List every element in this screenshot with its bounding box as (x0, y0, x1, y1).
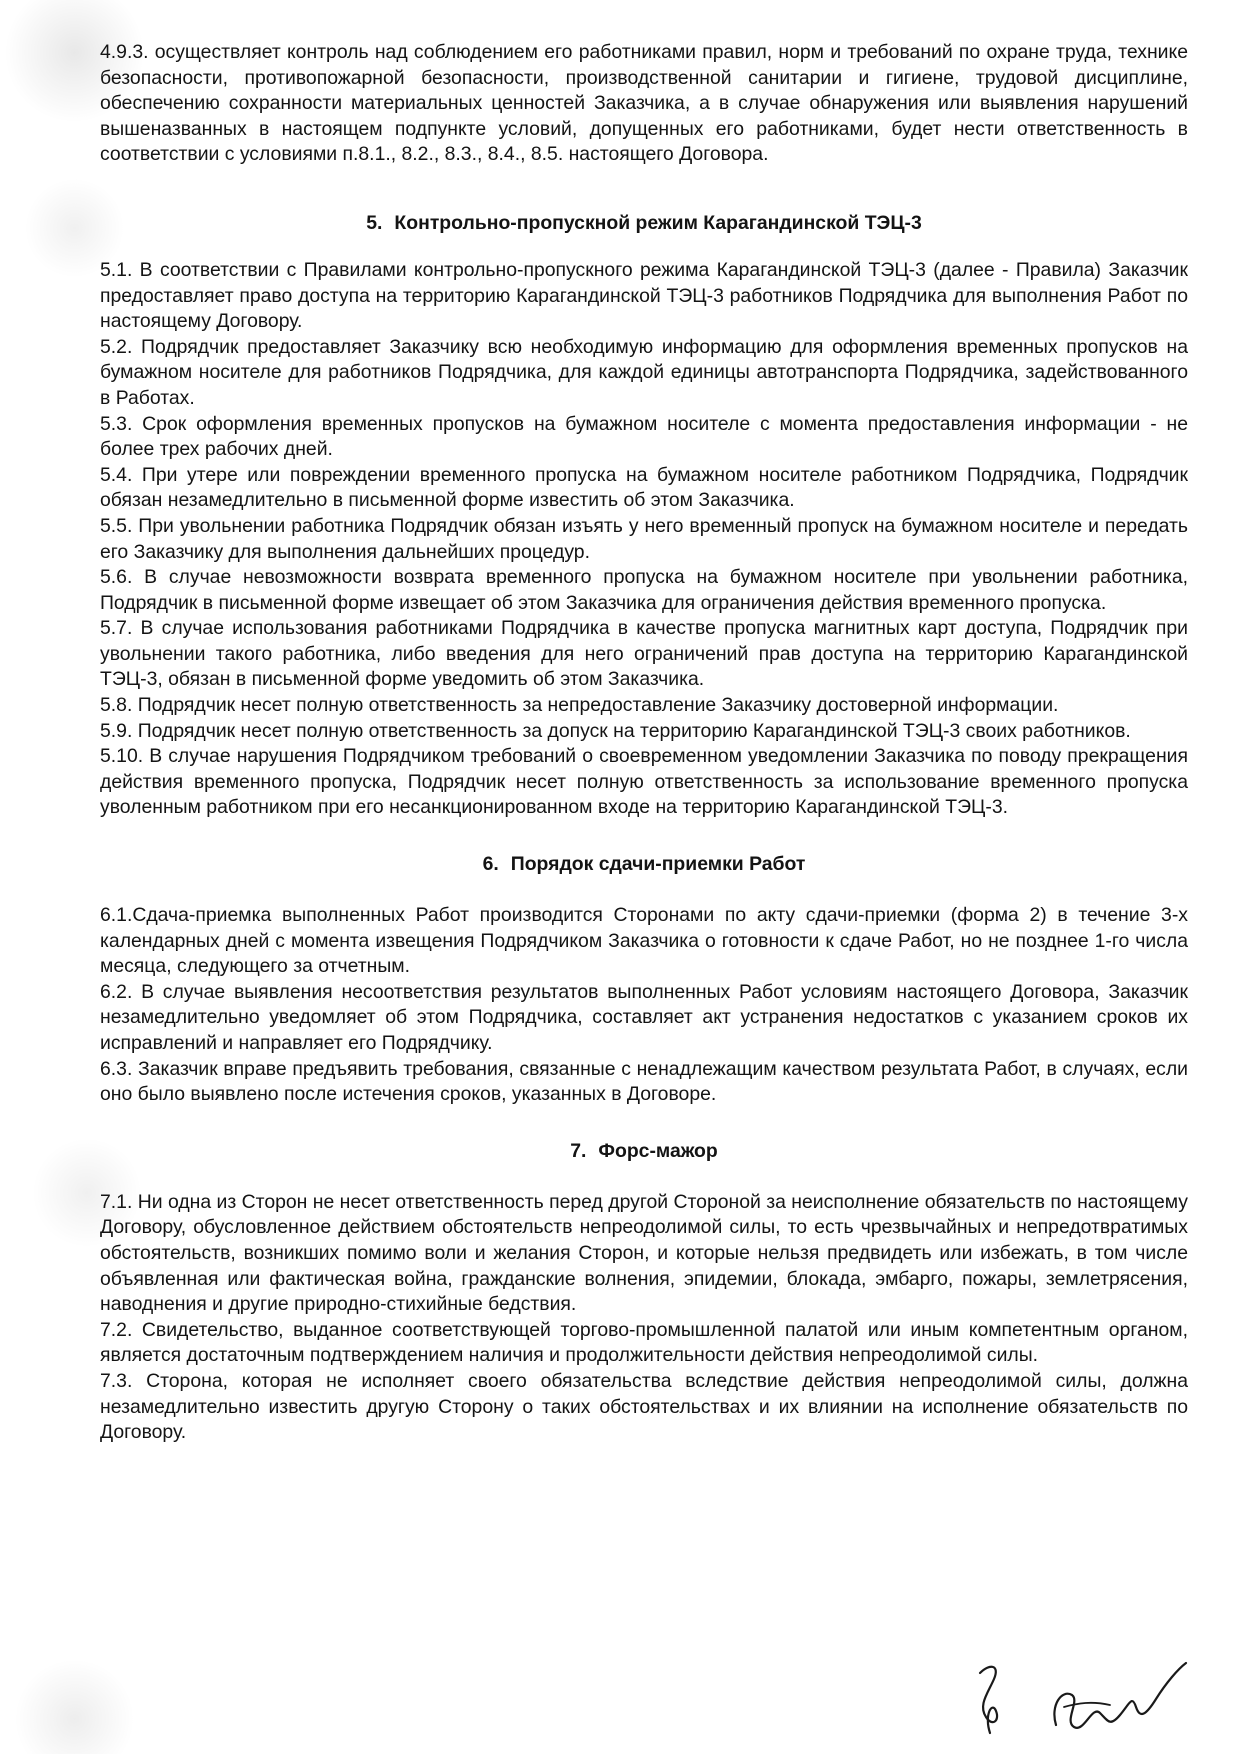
paragraph-5-7: 5.7. В случае использования работниками Подрядчика в качестве пропуска магнитных карт доступа, Подрядчик при увольнении такого работника, либо введения для него ограничений прав доступа на территорию Карагандинской ТЭЦ-3, обязан в письменной форме уведомить об этом Заказчика. (100, 617, 1188, 691)
paragraph-5-10: 5.10. В случае нарушения Подрядчиком требований о своевременном уведомлении Заказчика по поводу прекращения действия временного пропуска, Подрядчик несет полную ответственность за использование временного пропуска уволенным работником при его несанкционированном входе на территорию Карагандинской ТЭЦ-3. (100, 745, 1188, 819)
section-heading-5 (100, 210, 1188, 236)
section-number: 7. (570, 1139, 587, 1162)
signature-scribble-icon (960, 1655, 1200, 1745)
section-heading-7 (100, 1138, 1188, 1164)
section-number: 6. (482, 853, 499, 876)
paragraph-5-6: 5.6. В случае невозможности возврата временного пропуска на бумажном носителе при увольнении работника, Подрядчик в письменной форме извещает об этом Заказчика для ограничения действия временного пропуска. (100, 566, 1188, 614)
paragraph-6-2: 6.2. В случае выявления несоответствия результатов выполненных Работ условиям настоящего Договора, Заказчик незамедлительно уведомляет об этом Подрядчика, составляет акт устранения недостатков с указанием сроков их исправлений и направляет его Подрядчику. (100, 980, 1188, 1054)
paragraph-6-1: 6.1.Сдача-приемка выполненных Работ производится Сторонами по акту сдачи-приемки (форма 2) в течение 3-х календарных дней с момента извещения Подрядчиком Заказчика о готовности к сдаче Работ, но не позднее 1-го числа месяца, следующего за отчетным. (100, 904, 1188, 978)
paragraph-5-8: 5.8. Подрядчик несет полную ответственность за непредоставление Заказчику достоверной информации. (100, 694, 1059, 717)
section-title: Порядок сдачи-приемки Работ (510, 853, 806, 876)
document-body (100, 40, 1188, 1446)
section-heading-6 (100, 851, 1188, 877)
section-number: 5. (366, 211, 383, 234)
section-title: Контрольно-пропускной режим Карагандинской ТЭЦ-3 (394, 211, 922, 234)
section-title: Форс-мажор (598, 1139, 718, 1162)
paragraph-5-2: 5.2. Подрядчик предоставляет Заказчику всю необходимую информацию для оформления временных пропусков на бумажном носителе для работников Подрядчика, для каждой единицы автотранспорта Подрядчика, задействованного в Работах. (100, 335, 1188, 409)
paragraph-7-3: 7.3. Сторона, которая не исполняет своего обязательства вследствие действия непреодолимой силы, должна незамедлительно известить другую Сторону о таких обстоятельствах и их влиянии на исполнение обязательств по Договору. (100, 1369, 1188, 1444)
paragraph-5-3: 5.3. Срок оформления временных пропусков на бумажном носителе с момента предоставления информации - не более трех рабочих дней. (100, 412, 1188, 461)
paragraph-5-5: 5.5. При увольнении работника Подрядчик обязан изъять у него временный пропуск на бумажном носителе и передать его Заказчику для выполнения дальнейших процедур. (100, 514, 1188, 563)
paragraph-6-3: 6.3. Заказчик вправе предъявить требования, связанные с ненадлежащим качеством результата Работ, в случаях, если оно было выявлено после истечения сроков, указанных в Договоре. (100, 1057, 1188, 1106)
paragraph-5-9: 5.9. Подрядчик несет полную ответственность за допуск на территорию Карагандинской ТЭЦ-3 своих работников. (100, 719, 1131, 742)
paragraph-7-2: 7.2. Свидетельство, выданное соответствующей торгово-промышленной палатой или иным компетентным органом, является достаточным подтверждением наличия и продолжительности действия непреодолимой силы. (100, 1318, 1188, 1367)
paragraph-7-1: 7.1. Ни одна из Сторон не несет ответственность перед другой Стороной за неисполнение обязательств по настоящему Договору, обусловленное действием обстоятельств непреодолимой силы, то есть чрезвычайных и непредотвратимых обстоятельств, возникших помимо воли и желания Сторон, и которые нельзя предвидеть или избежать, в том числе объявленная или фактическая война, гражданские волнения, эпидемии, блокада, эмбарго, пожары, землетрясения, наводнения и другие природно-стихийные бедствия. (100, 1190, 1188, 1316)
paragraph-5-1: 5.1. В соответствии с Правилами контрольно-пропускного режима Карагандинской ТЭЦ-3 (далее - Правила) Заказчик предоставляет право доступа на территорию Карагандинской ТЭЦ-3 работников Подрядчика для выполнения Работ по настоящему Договору. (100, 258, 1188, 333)
handwritten-signatures (960, 1655, 1200, 1745)
paragraph-5-4: 5.4. При утере или повреждении временного пропуска на бумажном носителе работником Подрядчика, Подрядчик обязан незамедлительно в письменной форме известить об этом Заказчика. (100, 463, 1188, 512)
paragraph-4-9-3: 4.9.3. осуществляет контроль над соблюдением его работниками правил, норм и требований по охране труда, технике безопасности, противопожарной безопасности, производственной санитарии и гигиене, трудовой дисциплине, обеспечению сохранности материальных ценностей Заказчика, а в случае обнаружения или выявления нарушений вышеназванных в настоящем подпункте условий, допущенных его работниками, будет нести ответственность в соответствии с условиями п.8.1., 8.2., 8.3., 8.4., 8.5. настоящего Договора. (100, 41, 1188, 166)
